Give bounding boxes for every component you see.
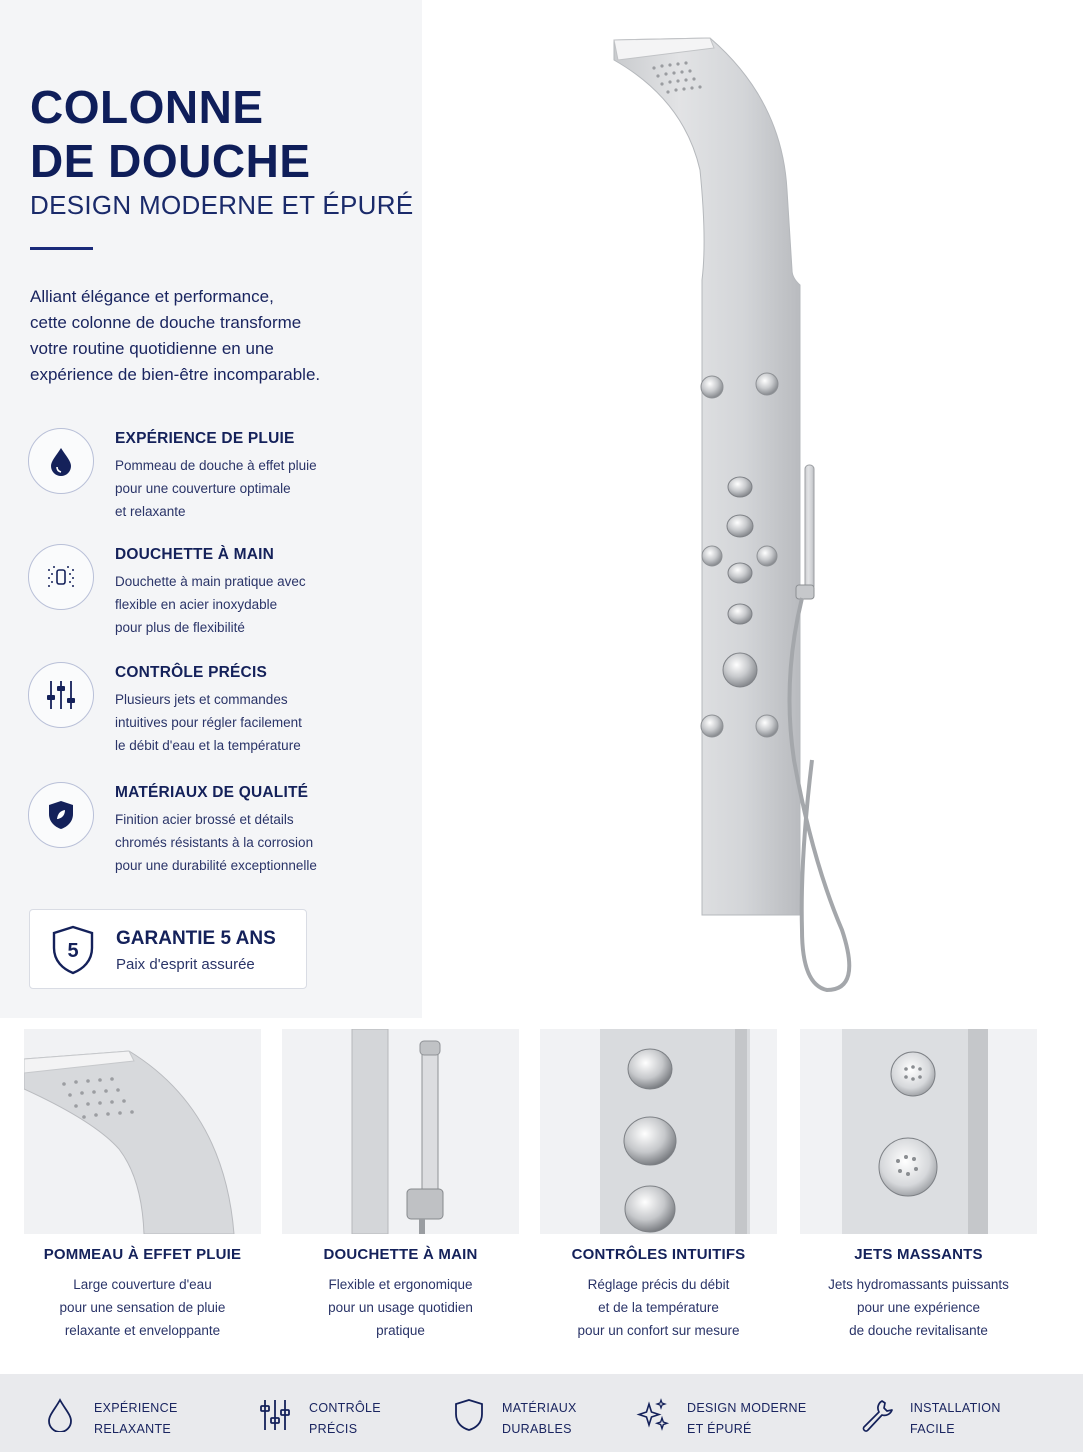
- benefit-line: EXPÉRIENCE: [94, 1401, 178, 1415]
- water-drop-outline-icon: [46, 1398, 74, 1432]
- card-desc-line: de douche revitalisante: [849, 1323, 988, 1338]
- benefit-text: [94, 1398, 178, 1440]
- intro-paragraph: [30, 284, 390, 388]
- feature-desc-line: Plusieurs jets et commandes: [115, 692, 288, 707]
- shower-column-image: [422, 0, 1083, 1018]
- card-desc-line: pratique: [376, 1323, 425, 1338]
- water-drop-icon: [48, 446, 74, 476]
- intro-line: expérience de bien-être incomparable.: [30, 365, 321, 384]
- feature-description: [115, 688, 302, 757]
- card-desc-line: pour un usage quotidien: [328, 1300, 473, 1315]
- feature-desc-line: pour plus de flexibilité: [115, 620, 245, 635]
- benefit-line: ET ÉPURÉ: [687, 1422, 752, 1436]
- intro-line: votre routine quotidienne en une: [30, 339, 274, 358]
- feature-icon-circle: [28, 782, 94, 848]
- card-desc-line: Jets hydromassants puissants: [828, 1277, 1009, 1292]
- card-description: [14, 1273, 271, 1342]
- card-description: [272, 1273, 529, 1342]
- bottom-benefits-bar: [0, 1374, 1083, 1452]
- feature-icon-circle: [28, 428, 94, 494]
- feature-title: EXPÉRIENCE DE PLUIE: [115, 430, 295, 447]
- title-line-1: COLONNE: [30, 81, 264, 133]
- shield-outline-icon: [454, 1398, 484, 1432]
- benefit-line: RELAXANTE: [94, 1422, 172, 1436]
- card-description: [530, 1273, 787, 1342]
- card-desc-line: pour un confort sur mesure: [577, 1323, 740, 1338]
- feature-desc-line: Finition acier brossé et détails: [115, 812, 294, 827]
- card-desc-line: Flexible et ergonomique: [328, 1277, 473, 1292]
- benefit-line: DESIGN MODERNE: [687, 1401, 807, 1415]
- sliders-outline-icon: [259, 1398, 291, 1432]
- benefit-line: MATÉRIAUX: [502, 1401, 577, 1415]
- feature-description: [115, 454, 317, 523]
- page-subtitle: DESIGN MODERNE ET ÉPURÉ: [30, 190, 414, 220]
- benefit-line: PRÉCIS: [309, 1422, 358, 1436]
- benefit-text: [687, 1398, 807, 1440]
- card-desc-line: pour une expérience: [856, 1300, 981, 1315]
- wrench-icon: [860, 1398, 894, 1432]
- feature-description: [115, 808, 317, 877]
- card-image-controls: [540, 1029, 777, 1234]
- feature-desc-line: pour une durabilité exceptionnelle: [115, 858, 317, 873]
- benefit-line: INSTALLATION: [910, 1401, 1001, 1415]
- card-desc-line: et de la température: [598, 1300, 719, 1315]
- handshower-spray-icon: [46, 564, 76, 590]
- benefit-line: DURABLES: [502, 1422, 572, 1436]
- feature-desc-line: le débit d'eau et la température: [115, 738, 301, 753]
- card-title: JETS MASSANTS: [854, 1246, 983, 1263]
- feature-title: CONTRÔLE PRÉCIS: [115, 664, 267, 681]
- card-title: DOUCHETTE À MAIN: [323, 1246, 478, 1263]
- feature-icon-circle: [28, 544, 94, 610]
- feature-desc-line: chromés résistants à la corrosion: [115, 835, 314, 850]
- card-image-rain-head: [24, 1029, 261, 1234]
- warranty-badge-number: 5: [67, 940, 79, 962]
- feature-desc-line: pour une couverture optimale: [115, 481, 291, 496]
- page-title: [30, 80, 311, 188]
- product-image-panel: [422, 0, 1083, 1018]
- card-title: CONTRÔLES INTUITIFS: [571, 1246, 746, 1263]
- feature-desc-line: et relaxante: [115, 504, 186, 519]
- card-image-handshower: [282, 1029, 519, 1234]
- intro-line: cette colonne de douche transforme: [30, 313, 302, 332]
- feature-desc-line: Pommeau de douche à effet pluie: [115, 458, 317, 473]
- feature-desc-line: intuitives pour régler facilement: [115, 715, 302, 730]
- sparkles-icon: [636, 1398, 670, 1432]
- feature-desc-line: Douchette à main pratique avec: [115, 574, 306, 589]
- card-description: [790, 1273, 1047, 1342]
- card-desc-line: relaxante et enveloppante: [64, 1323, 221, 1338]
- card-title: POMMEAU À EFFET PLUIE: [43, 1246, 242, 1263]
- warranty-box: [29, 909, 307, 989]
- feature-description: [115, 570, 306, 639]
- feature-icon-circle: [28, 662, 94, 728]
- benefit-text: [309, 1398, 381, 1440]
- warranty-subtitle: Paix d'esprit assurée: [116, 956, 255, 973]
- card-desc-line: Réglage précis du débit: [587, 1277, 730, 1292]
- card-desc-line: pour une sensation de pluie: [59, 1300, 226, 1315]
- benefit-line: FACILE: [910, 1422, 955, 1436]
- card-image-jets: [800, 1029, 1037, 1234]
- title-line-2: DE DOUCHE: [30, 135, 311, 187]
- warranty-shield-icon: [50, 924, 96, 981]
- benefit-text: [502, 1398, 577, 1440]
- feature-title: MATÉRIAUX DE QUALITÉ: [115, 784, 309, 801]
- benefit-text: [910, 1398, 1001, 1440]
- card-desc-line: Large couverture d'eau: [73, 1277, 212, 1292]
- shield-leaf-icon: [47, 799, 75, 831]
- warranty-title: GARANTIE 5 ANS: [116, 928, 276, 949]
- title-divider: [30, 247, 93, 250]
- feature-desc-line: flexible en acier inoxydable: [115, 597, 278, 612]
- benefit-line: CONTRÔLE: [309, 1401, 381, 1415]
- sliders-icon: [45, 678, 77, 712]
- feature-title: DOUCHETTE À MAIN: [115, 546, 275, 563]
- intro-line: Alliant élégance et performance,: [30, 287, 274, 306]
